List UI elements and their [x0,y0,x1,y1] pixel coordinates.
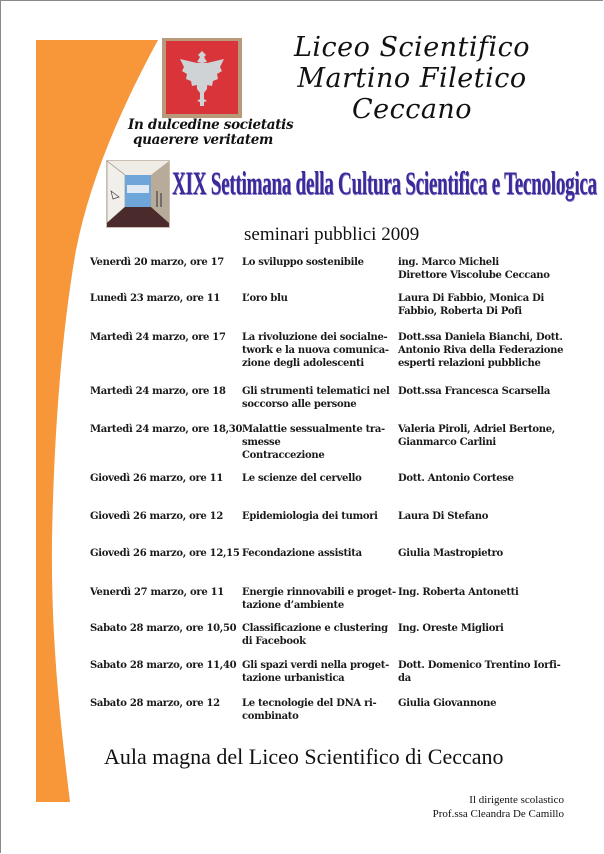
seminar-speaker: Giulia Mastropietro [398,548,503,559]
seminar-topic: Gli spazi verdi nella proget- tazione urbanistica [242,660,389,684]
seminar-date: Giovedì 26 marzo, ore 12 [90,511,223,522]
seminar-date: Martedì 24 marzo, ore 17 [90,332,226,343]
seminar-date: Sabato 28 marzo, ore 12 [90,698,220,709]
event-title: XIX Settimana della Cultura Scientifica e Tecnologica [172,166,597,202]
seminar-speaker: Dott.ssa Francesca Scarsella [398,386,551,397]
seminar-topic: Epidemiologia dei tumori [242,511,378,522]
school-name [262,32,562,125]
seminar-date: Venerdì 20 marzo, ore 17 [90,257,224,268]
seminar-topic: Lo sviluppo sostenibile [242,257,364,268]
seminar-topic: L’oro blu [242,293,288,304]
seminar-date: Lunedì 23 marzo, ore 11 [90,293,221,304]
seminar-topic: Gli strumenti telematici nel soccorso alle persone [242,386,390,410]
seminar-topic: Le tecnologie del DNA ri- combinato [242,698,377,722]
seminar-topic: Energie rinnovabili e proget- tazione d’ambiente [242,587,396,611]
science-week-image [106,160,170,228]
signature-name: Prof.ssa Cleandra De Camillo [432,808,564,820]
seminar-date: Giovedì 26 marzo, ore 12,15 [90,548,240,559]
motto-line: quaerere veritatem [132,132,274,148]
signature-block [433,793,564,821]
seminar-speaker: Giulia Giovannone [398,698,497,709]
seminar-speaker: Dott. Domenico Trentino Iorfi- da [398,660,561,684]
school-motto [128,117,294,148]
seminar-date: Sabato 28 marzo, ore 11,40 [90,660,237,671]
seminar-speaker: Dott. Antonio Cortese [398,473,514,484]
seminar-speaker: Dott.ssa Daniela Bianchi, Dott. Antonio Riva della Federazione esperti relazioni pubbliche [398,332,564,369]
school-name-line: Ceccano [351,94,473,125]
school-name-line: Martino Filetico [297,63,527,94]
event-subtitle: seminari pubblici 2009 [244,224,420,245]
seminar-topic: Le scienze del cervello [242,473,362,484]
venue-text: Aula magna del Liceo Scientifico di Ceccano [104,744,504,769]
seminar-speaker: Laura Di Stefano [398,511,489,522]
seminar-speaker: Laura Di Fabbio, Monica Di Fabbio, Roberta Di Pofi [398,293,544,317]
seminar-date: Giovedì 26 marzo, ore 11 [90,473,223,484]
seminar-date: Venerdì 27 marzo, ore 11 [90,587,224,598]
seminar-topic: Classificazione e clustering di Facebook [242,623,388,647]
school-emblem [162,38,242,118]
seminar-speaker: Ing. Oreste Migliori [398,623,504,634]
seminar-date: Sabato 28 marzo, ore 10,50 [90,623,237,634]
signature-role: Il dirigente scolastico [469,794,564,806]
seminar-speaker: Ing. Roberta Antonetti [398,587,519,598]
seminar-date: Martedì 24 marzo, ore 18,30 [90,424,243,435]
seminar-speaker: ing. Marco Micheli Direttore Viscolube Ceccano [398,257,550,281]
seminar-topic: Malattie sessualmente tra- smesse Contraccezione [242,424,385,461]
eagle-emblem-icon [166,41,238,114]
seminar-topic: Fecondazione assistita [242,548,362,559]
seminar-date: Martedì 24 marzo, ore 18 [90,386,226,397]
school-name-line: Liceo Scientifico [293,32,531,63]
seminar-topic: La rivoluzione dei socialne- twork e la nuova comunica- zione degli adolescenti [242,332,389,369]
motto-line: In dulcedine societatis [128,117,294,133]
seminar-speaker: Valeria Piroli, Adriel Bertone, Gianmarco Carlini [398,424,555,448]
